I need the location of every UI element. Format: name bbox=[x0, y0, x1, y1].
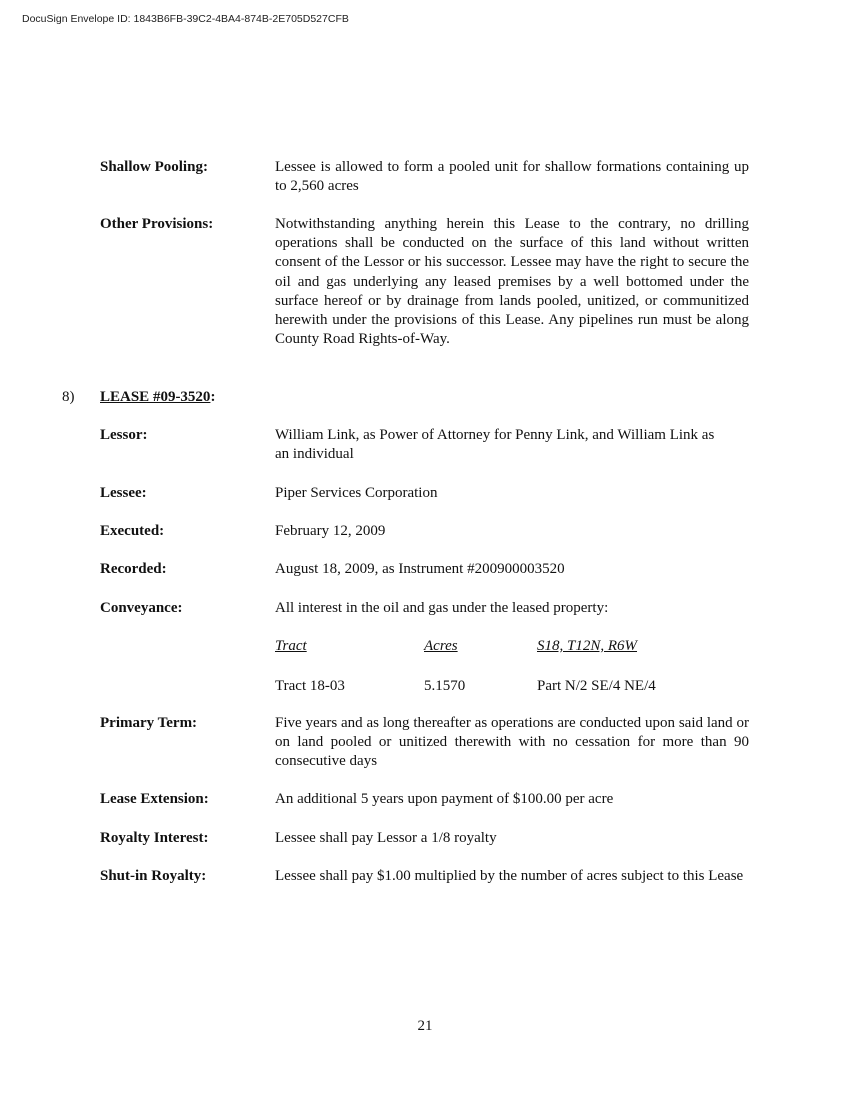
lease-title-wrap bbox=[100, 388, 215, 407]
executed-label: Executed: bbox=[100, 523, 165, 539]
lease-title-colon: : bbox=[210, 389, 216, 405]
section-cell: Part N/2 SE/4 NE/4 bbox=[537, 678, 656, 694]
executed-value: February 12, 2009 bbox=[275, 523, 386, 539]
lease-title: LEASE #09-3520 bbox=[100, 389, 211, 405]
royalty-interest-label: Royalty Interest: bbox=[100, 830, 209, 846]
lease-extension-label: Lease Extension: bbox=[100, 791, 209, 807]
lease-extension-value: An additional 5 years upon payment of $100.00 per acre bbox=[275, 791, 614, 807]
conveyance-value: All interest in the oil and gas under the leased property: bbox=[275, 600, 609, 616]
shallow-pooling-value: Lessee is allowed to form a pooled unit for shallow formations containing up to 2,560 acres bbox=[275, 159, 749, 195]
acres-header-cell: Acres bbox=[424, 638, 458, 654]
recorded-label: Recorded: bbox=[100, 561, 167, 577]
lessor-value: William Link, as Power of Attorney for Penny Link, and William Link as an individual bbox=[275, 427, 715, 463]
primary-term-value: Five years and as long thereafter as operations are conducted upon said land or on land pooled or unitized therewith with no cessation for more than 90 consecutive days bbox=[275, 715, 749, 770]
lessee-value: Piper Services Corporation bbox=[275, 485, 438, 501]
primary-term-label: Primary Term: bbox=[100, 715, 198, 731]
other-provisions-value: Notwithstanding anything herein this Lease to the contrary, no drilling operations shall be conducted on the surface of this land without written consent of the Lessor or his successor. Lessee may have the right to secure the oil and gas underlying any leased premises by a well bottomed under the surface hereof or by drainage from lands pooled, unitized, or communitized herewith under the provisions of this Lease. Any pipelines run must be along County Road Rights-of-Way. bbox=[275, 216, 749, 348]
recorded-value: August 18, 2009, as Instrument #200900003520 bbox=[275, 561, 565, 577]
other-provisions-label: Other Provisions: bbox=[100, 216, 214, 232]
page-number: 21 bbox=[417, 1018, 433, 1034]
lessee-label: Lessee: bbox=[100, 485, 147, 501]
shut-in-royalty-label: Shut-in Royalty: bbox=[100, 868, 207, 884]
tract-header-cell: Tract bbox=[275, 638, 307, 654]
conveyance-label: Conveyance: bbox=[100, 600, 183, 616]
section-header-cell: S18, T12N, R6W bbox=[537, 638, 638, 654]
acres-cell: 5.1570 bbox=[424, 678, 466, 694]
lease-number: 8) bbox=[62, 389, 75, 405]
lessor-label: Lessor: bbox=[100, 427, 148, 443]
shut-in-royalty-value: Lessee shall pay $1.00 multiplied by the number of acres subject to this Lease bbox=[275, 868, 744, 884]
tract-cell: Tract 18-03 bbox=[275, 678, 345, 694]
docusign-envelope-id: DocuSign Envelope ID: 1843B6FB-39C2-4BA4-874B-2E705D527CFB bbox=[22, 13, 349, 25]
royalty-interest-value: Lessee shall pay Lessor a 1/8 royalty bbox=[275, 830, 497, 846]
shallow-pooling-label: Shallow Pooling: bbox=[100, 159, 208, 175]
